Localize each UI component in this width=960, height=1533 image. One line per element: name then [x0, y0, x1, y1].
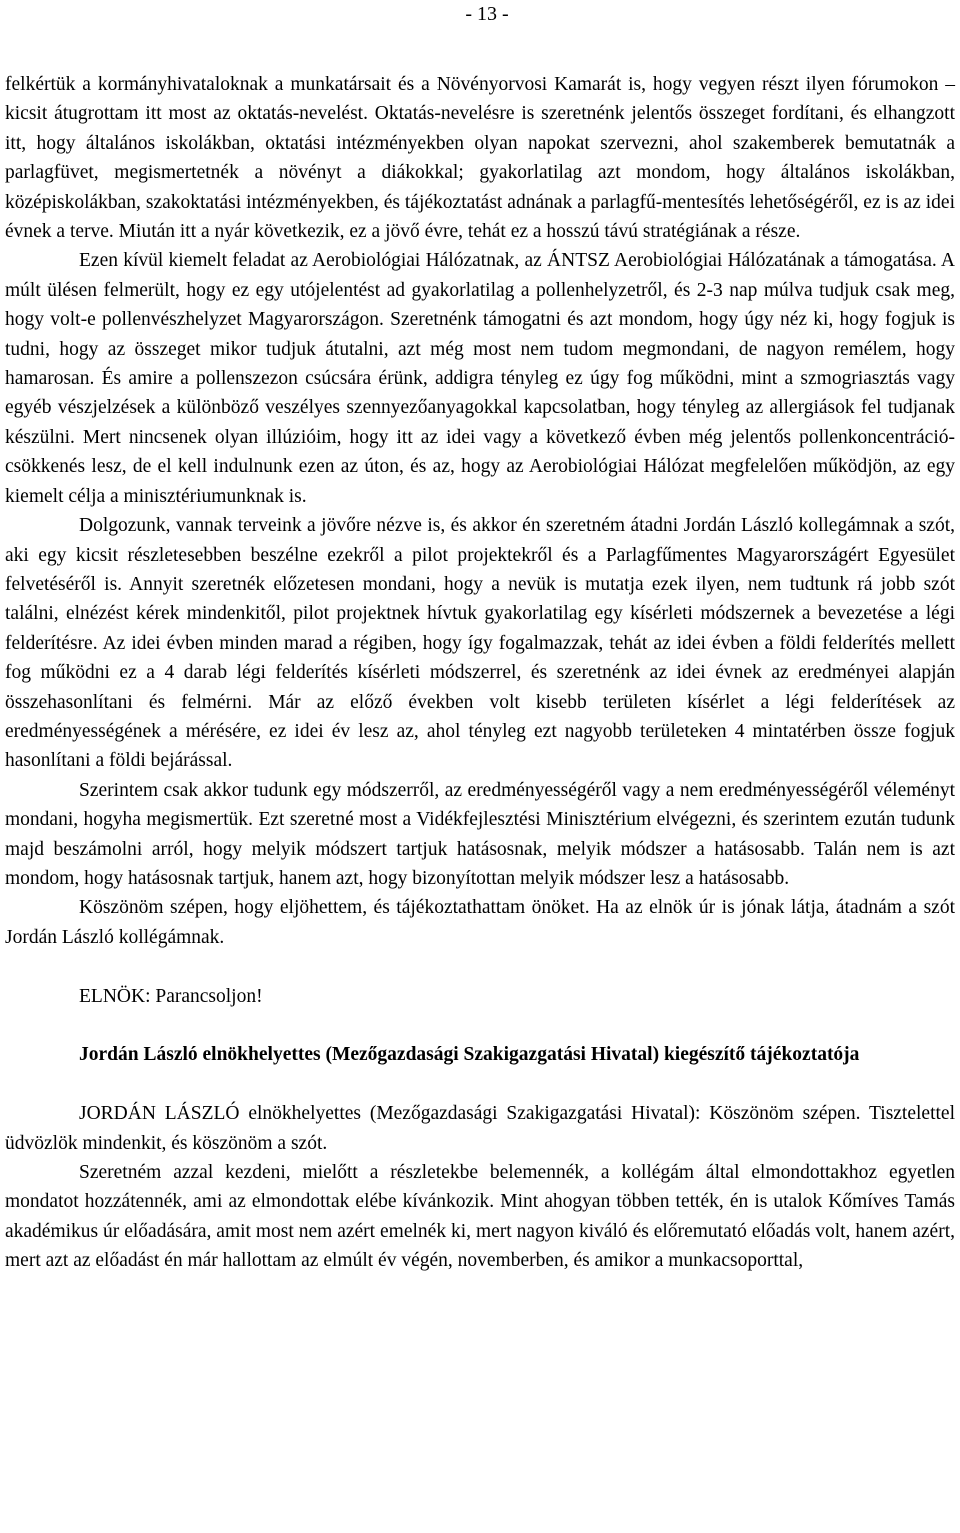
speaker-line-elnok: ELNÖK: Parancsoljon!	[79, 985, 263, 1007]
paragraph-4: Szerintem csak akkor tudunk egy módszerről, az eredményességéről vagy a nem eredményességéről véleményt mondani, hogyha megismertük. Ezt szeretné most a Vidékfejlesztési Minisztérium elvégezni, és szerintem ezután tudunk majd beszámolni arról, hogy melyik módszert tartjuk hatásosnak, melyik módszer a hatásosabb. Talán nem is azt mondom, hogy hatásosnak tartjuk, hanem azt, hogy bizonyítottan melyik módszer lesz a hatásosabb.	[5, 779, 955, 889]
paragraph-3: Dolgozunk, vannak terveink a jövőre nézve is, és akkor én szeretném átadni Jordán László kollegámnak a szót, aki egy kicsit részletesebben beszélne ezekről a pilot projektekről és a Parlagfűmentes Magyarországért Egyesület felvetéséről is. Annyit szeretnék előzetesen mondani, hogy a nevük is mutatja ezek ilyen, nem tudtunk rá jobb szót találni, elnézést kérek mindenkitől, pilot projektnek hívtuk gyakorlatilag egy kísérleti módszernek a bevezetése a légi felderítésre. Az idei évben minden marad a régiben, hogy így fogalmazzak, tehát az idei évben a földi felderítés mellett fog működni ez a 4 darab légi felderítés kísérleti módszerrel, és szeretnénk az idei évnek az eredményei alapján összehasonlítani és felmérni. Már az előző években volt kisebb területen kísérlet a légi felderítések az eredményességének a mérésére, ez idei év lesz az, ahol tényleg ezt nagyobb területeken 4 mintatérben össze fogjuk hasonlítani a földi bejárással.	[5, 515, 955, 772]
paragraph-5: Köszönöm szépen, hogy eljöhettem, és tájékoztathattam önöket. Ha az elnök úr is jónak látja, átadnám a szót Jordán László kollégámnak.	[5, 897, 955, 948]
section-heading: Jordán László elnökhelyettes (Mezőgazdasági Szakigazgatási Hivatal) kiegészítő tájékoztatója	[79, 1044, 860, 1066]
paragraph-2: Ezen kívül kiemelt feladat az Aerobiológiai Hálózatnak, az ÁNTSZ Aerobiológiai Hálózatának a támogatása. A múlt ülésen felmerült, hogy ez egy utójelentést ad gyakorlatilag a pollenhelyzetről, és 2-3 nap múlva tudjuk csak meg, hogy volt-e pollenvészhelyzet Magyarországon. Szeretnénk támogatni és azt mondom, hogy úgy néz ki, hogy fogjuk is tudni, hogy az összeget mikor tudjuk átutalni, azt még most nem tudom megmondani, de nagyon remélem, hogy hamarosan. És amire a pollenszezon csúcsára érünk, addigra tényleg ez úgy fog működni, mint a szmogriasztás vagy egyéb vészjelzések a különböző veszélyes szennyezőanyagokkal kapcsolatban, hogy tényleg az allergiások fel tudjanak készülni. Mert nincsenek olyan illúzióim, hogy itt az idei vagy a következő évben még jelentős pollenkoncentráció-csökkenés lesz, de el kell indulnunk ezen az úton, és az, hogy az Aerobiológiai Hálózat megfelelően működjön, az egy kiemelt célja a minisztériumunknak is.	[5, 250, 955, 507]
paragraph-9: Szeretném azzal kezdeni, mielőtt a részletekbe belemennék, a kollégám által elmondottakhoz egyetlen mondatot hozzátennék, ami az elmondottak elébe kívánkozik. Mint ahogyan többen tették, én is utalok Kőmíves Tamás akadémikus úr előadására, amit most nem azért emelnék ki, mert nagyon kiváló és előremutató előadás volt, hanem azért, mert azt az előadást én már hallottam az elmúlt év végén, novemberben, és amikor a munkacsoporttal,	[5, 1161, 955, 1272]
speaker-line-jordan: JORDÁN LÁSZLÓ elnökhelyettes (Mezőgazdasági Szakigazgatási Hivatal): Köszönöm szépen. Tisztelettel üdvözlök mindenkit, és köszönöm a szót.	[5, 1103, 955, 1154]
paragraph-1: felkértük a kormányhivataloknak a munkatársait és a Növényorvosi Kamarát is, hogy vegyen részt ilyen fórumokon – kicsit átugrottam itt most az oktatás-nevelést. Oktatás-nevelésre is szeretnénk jelentős összeget fordítani, és elhangzott itt, hogy általános iskolákban, oktatási intézményekben olyan napokat szervezni, ahol szakemberek bemutatnák a parlagfüvet, megismertetnék a növényt a diákokkal; gyakorlatilag azt mondom, hogy általános iskolákban, középiskolákban, szakoktatási intézményekben, és tájékoztatást adnának a parlagfű-mentesítés lehetőségéről, ez is az idei évnek a terve. Miután itt a nyár következik, ez a jövő évre, tehát ez a hosszú távú stratégiának a része.	[5, 74, 955, 243]
document-body	[5, 70, 955, 1276]
page-number: - 13 -	[465, 3, 509, 25]
